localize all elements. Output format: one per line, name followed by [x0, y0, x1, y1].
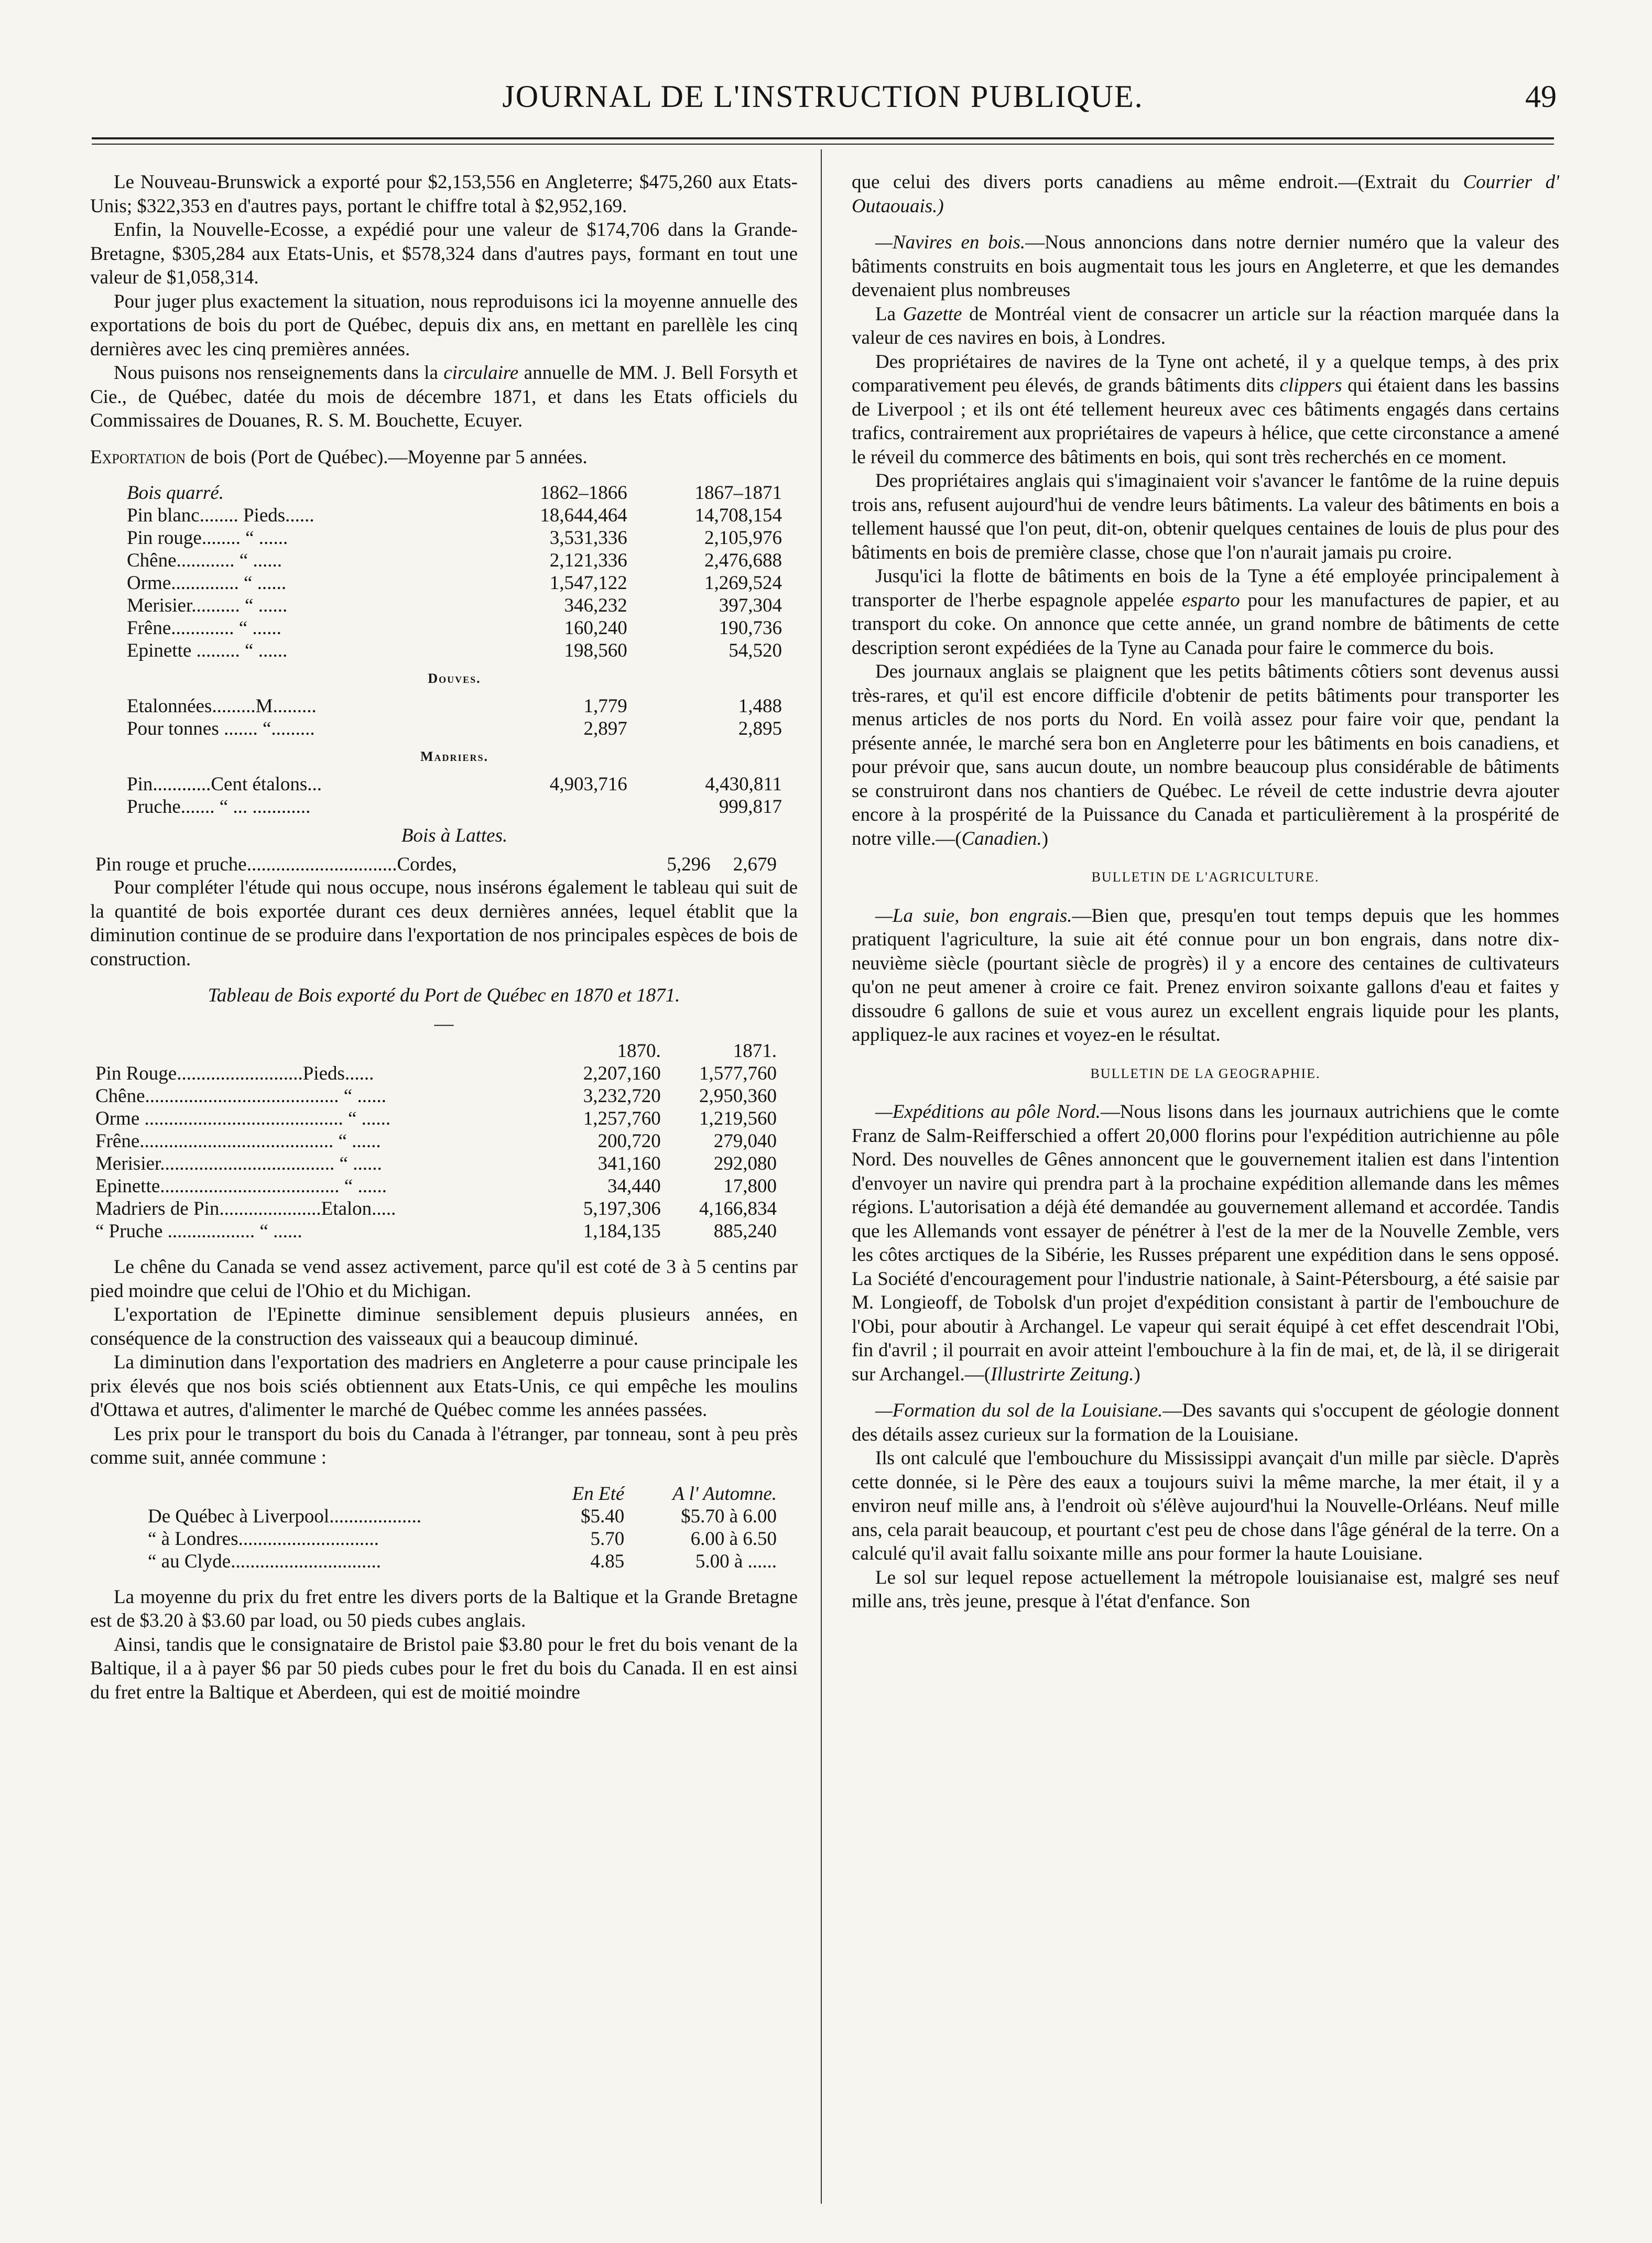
paragraph: L'exportation de l'Epinette diminue sensiblement depuis plusieurs années, en conséquence de la construction des vaisseaux qui a beaucoup diminué.	[90, 1304, 798, 1349]
export-table-title: Exportation de bois (Port de Québec).—Moyenne par 5 années.	[90, 446, 588, 468]
paragraph: La Gazette de Montréal vient de consacrer un article sur la réaction marquée dans la valeur de ces navires en bois, à Londres.	[852, 303, 1559, 349]
table-row: Pin blanc........ Pieds...... 18,644,464 14,708,154	[127, 505, 782, 526]
paragraph: Pour compléter l'étude qui nous occupe, nous insérons également le tableau qui suit de la quantité de bois exportée durant ces deux dernières années, lequel établit que la diminution continue de se produire dans l'exportation de nos principales espèces de bois de construction.	[90, 877, 798, 970]
table-row: Frêne........................................ “ ...... 200,720 279,040	[95, 1130, 777, 1152]
table-row: Pin rouge et pruche...............................Cordes, 5,296 2,679	[95, 854, 777, 875]
freight-rates-table	[148, 1483, 777, 1573]
table-row: “ Pruche .................. “ ...... 1,184,135 885,240	[95, 1221, 777, 1242]
export-average-table	[127, 482, 782, 853]
table-row: Etalonnées.........M......... 1,779 1,488	[127, 695, 782, 717]
section-heading-agriculture: BULLETIN DE L'AGRICULTURE.	[1091, 869, 1320, 885]
separator-dash: —	[434, 1012, 454, 1035]
table-header-row: En Eté A l' Automne.	[572, 1483, 777, 1505]
paragraph: —Navires en bois.—Nous annoncions dans notre dernier numéro que la valeur des bâtiments construits en bois augmentait tous les jours en Angleterre, et que les demandes devenaient plus nombreuses	[852, 232, 1559, 301]
section-label-madriers: Madriers.	[420, 749, 489, 764]
paragraph: —La suie, bon engrais.—Bien que, presqu'en tout temps depuis que les hommes pratiquent l'agriculture, la suie ait été connue pour un bon engrais, dans notre dix-neuvième siècle (pourtant siècle de progrès) il y a encore des centaines de cultivateurs qu'on ne peut amener à croire ce fait. Prenez environ soixante gallons d'eau et faites y dissoudre 6 gallons de suie et vous aurez un excellent engrais liquide pour les plants, appliquez-le aux racines et voyez-en le résultat.	[852, 905, 1559, 1046]
paragraph: Ainsi, tandis que le consignataire de Bristol paie $3.80 pour le fret du bois venant de la Baltique, il a à payer $6 par 50 pieds cubes pour le fret du bois du Canada. Il en est ainsi du fret entre la Baltique et Aberdeen, qui est de moitié moindre	[90, 1634, 798, 1703]
exports-1870-1871-table	[95, 1040, 777, 1243]
table-header-row: 1870. 1871.	[617, 1040, 777, 1062]
running-header	[89, 79, 1557, 121]
paragraph: Le chêne du Canada se vend assez activement, parce qu'il est coté de 3 à 5 centins par pied moindre que celui de l'Ohio et du Michigan.	[90, 1256, 798, 1302]
paragraph: Pour juger plus exactement la situation, nous reproduisons ici la moyenne annuelle des exportations de bois du port de Québec, depuis dix ans, en mettant en parellèle les cinq dernières avec les cinq premières années.	[90, 290, 798, 360]
table-row: Merisier.................................... “ ...... 341,160 292,080	[95, 1153, 777, 1174]
paragraph: Nous puisons nos renseignements dans la circulaire annuelle de MM. J. Bell Forsyth et Cie., de Québec, datée du mois de décembre 1871, et dans les Etats officiels du Commissaires de Douanes, R. S. M. Bouchette, Ecuyer.	[90, 362, 798, 431]
table-title: Tableau de Bois exporté du Port de Québec en 1870 et 1871.	[208, 985, 680, 1006]
table-row: Pruche....... “ ... ............ 999,817	[127, 796, 782, 818]
column-divider	[821, 149, 822, 2204]
paragraph: La diminution dans l'exportation des madriers en Angleterre a pour cause principale les prix élevés que nos bois sciés obtiennent aux Etats-Unis, ce qui empêche les moulins d'Ottawa et autres, d'alimenter le marché de Québec comme les années passées.	[90, 1352, 798, 1421]
table-row: Orme ......................................... “ ...... 1,257,760 1,219,560	[95, 1108, 777, 1129]
table-row: Pin Rouge..........................Pieds...... 2,207,160 1,577,760	[95, 1063, 777, 1084]
paragraph: Des propriétaires de navires de la Tyne ont acheté, il y a quelque temps, à des prix comparativement peu élevés, de grands bâtiments dits clippers qui étaient dans les bassins de Liverpool ; et ils ont été tellement heureux avec ces bâtiments engagés dans certains trafics, contrairement aux propriétaires de vapeurs à hélice, que cette circonstance a amené le réveil du commerce des bâtiments en bois, qui sont très recherchés en ce moment.	[852, 351, 1559, 468]
header-rule	[92, 137, 1554, 145]
page-number: 49	[1525, 79, 1557, 114]
paragraph: que celui des divers ports canadiens au même endroit.—(Extrait du Courrier d' Outaouais.)	[852, 171, 1559, 217]
section-label-douves: Douves.	[428, 671, 481, 686]
left-column	[90, 170, 798, 2214]
table-row: “ à Londres............................. 5.70 6.00 à 6.50	[148, 1528, 777, 1550]
paragraph: —Formation du sol de la Louisiane.—Des savants qui s'occupent de géologie donnent des détails assez curieux sur la formation de la Louisiane.	[852, 1400, 1559, 1445]
paragraph: Ils ont calculé que l'embouchure du Mississippi avançait d'un mille par siècle. D'après cette donnée, si le Père des eaux a toujours suivi la même marche, la mer était, il y a environ neuf mille ans, à l'endroit où s'élève aujourd'hui la Nouvelle-Orléans. Neuf mille ans, cela parait beaucoup, et pourtant c'est peu de chose dans l'âge général de la terre. On a calculé qu'il avait fallu soixante mille ans pour former la haute Louisiane.	[852, 1447, 1559, 1564]
table-row: Orme.............. “ ...... 1,547,122 1,269,524	[127, 572, 782, 594]
table-header-row: Bois quarré. 1862–1866 1867–1871	[127, 482, 782, 504]
table-row: Chêne............ “ ...... 2,121,336 2,476,688	[127, 550, 782, 571]
table-row: Epinette..................................... “ ...... 34,440 17,800	[95, 1175, 777, 1197]
table-row: Pour tonnes ....... “......... 2,897 2,895	[127, 718, 782, 739]
section-heading-geography: BULLETIN DE LA GEOGRAPHIE.	[1090, 1065, 1321, 1081]
paragraph: Des propriétaires anglais qui s'imaginaient voir s'avancer le fantôme de la ruine depuis trois ans, refusent aujourd'hui de vendre leurs bâtiments. La valeur des bâtiments en bois a tellement haussé que l'on peut, dit-on, obtenir quelques centaines de louis de plus pour des bâtiments en bois de première classe, chose que l'on n'aurait jamais pu croire.	[852, 470, 1559, 563]
right-column	[852, 170, 1559, 2214]
paragraph: Le Nouveau-Brunswick a exporté pour $2,153,556 en Angleterre; $475,260 aux Etats-Unis; $322,353 en d'autres pays, portant le chiffre total à $2,952,169.	[90, 171, 798, 217]
paragraph: Jusqu'ici la flotte de bâtiments en bois de la Tyne a été employée principalement à transporter de l'herbe espagnole appelée esparto pour les manufactures de papier, et au transport du coke. On annonce que cette année, un grand nombre de bâtiments de cette description seront expédiées de la Tyne au Canada pour faire le commerce du bois.	[852, 565, 1559, 659]
table-row: Chêne........................................ “ ...... 3,232,720 2,950,360	[95, 1085, 777, 1107]
table-row: Madriers de Pin.....................Etalon..... 5,197,306 4,166,834	[95, 1198, 777, 1220]
table-row: Merisier.......... “ ...... 346,232 397,304	[127, 595, 782, 616]
paragraph: Enfin, la Nouvelle-Ecosse, a expédié pour une valeur de $174,706 dans la Grande-Bretagne, $305,284 aux Etats-Unis, et $578,324 dans d'autres pays, formant en tout une valeur de $1,058,314.	[90, 219, 798, 288]
table-row: “ au Clyde............................... 4.85 5.00 à ......	[148, 1550, 777, 1572]
table-row: Pin rouge........ “ ...... 3,531,336 2,105,976	[127, 527, 782, 549]
journal-title: JOURNAL DE L'INSTRUCTION PUBLIQUE.	[502, 79, 1144, 114]
lattes-row-table	[95, 853, 777, 876]
paragraph: Les prix pour le transport du bois du Canada à l'étranger, par tonneau, sont à peu près comme suit, année commune :	[90, 1423, 798, 1468]
table-row: Epinette ......... “ ...... 198,560 54,520	[127, 640, 782, 661]
paragraph: Des journaux anglais se plaignent que les petits bâtiments côtiers sont devenus aussi très-rares, et qu'il est encore difficile d'obtenir de petits bâtiments pour transporter les menus articles de nos ports du Nord. En voilà assez pour faire voir que, pendant la présente année, le marché sera bon en Angleterre pour les bâtiments en bois canadiens, et pour prévoir que, sans aucun doute, un nombre beaucoup plus considérable de bâtiments se construiront dans nos chantiers de Québec. Le réveil de cette industrie devra ajouter encore à la prospérité de la Puissance du Canada et particulièrement à la prospérité de notre ville.—(Canadien.)	[852, 661, 1559, 850]
table-row: Frêne............. “ ...... 160,240 190,736	[127, 617, 782, 639]
paragraph: Le sol sur lequel repose actuellement la métropole louisianaise est, malgré ses neuf mille ans, très jeune, presque à l'état d'enfance. Son	[852, 1566, 1559, 1612]
table-row: Pin............Cent étalons... 4,903,716 4,430,811	[127, 774, 782, 795]
paragraph: La moyenne du prix du fret entre les divers ports de la Baltique et la Grande Bretagne est de $3.20 à $3.60 par load, ou 50 pieds cubes anglais.	[90, 1586, 798, 1631]
section-label-lattes: Bois à Lattes.	[401, 825, 508, 846]
table-row: De Québec à Liverpool................... $5.40 $5.70 à 6.00	[148, 1505, 777, 1527]
paragraph: —Expéditions au pôle Nord.—Nous lisons dans les journaux autrichiens que le comte Franz de Salm-Reifferschied a offert 20,000 florins pour l'expédition autrichienne au pôle Nord. Des nouvelles de Gênes annoncent que le gouvernement italien est dans l'intention d'envoyer un navire qui prendra part à la prochaine expédition allemande dans les mêmes régions. L'autorisation a déjà été demandée au gouvernement allemand et accordée. Tandis que les Allemands vont essayer de pénétrer à l'est de la mer de la Nouvelle Zemble, vers les côtes arctiques de la Sibérie, les Russes préparent une expédition dans le sens opposé. La Société d'encouragement pour l'industrie nationale, à Saint-Pétersbourg, a été saisie par M. Longieoff, de Tobolsk d'un projet d'expédition consistant à partir de l'embouchure de l'Obi, pour aboutir à Archangel. Le vapeur qui serait équipé à cet effet descendrait l'Obi, fin d'avril ; il pourrait en avoir atteint l'embouchure à la fin de mai, et, de là, il se dirigerait sur Archangel.—(Illustrirte Zeitung.)	[852, 1101, 1559, 1385]
